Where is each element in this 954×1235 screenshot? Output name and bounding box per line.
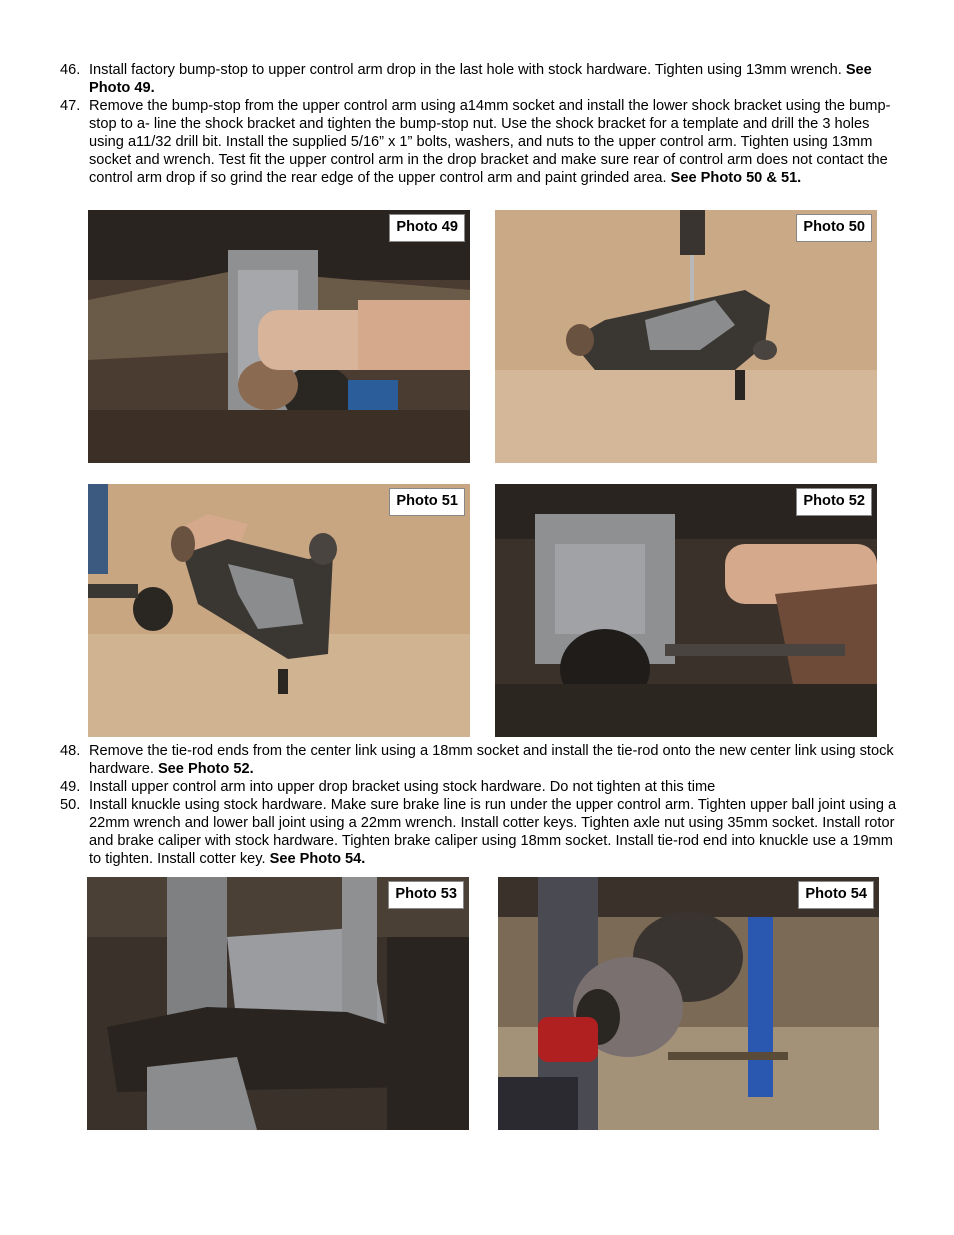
photo-54 bbox=[498, 877, 879, 1130]
step-text: Install factory bump-stop to upper control arm drop in the last hole with stock hardware. Tighten using 13mm wrench. bbox=[89, 62, 846, 78]
photo-reference: See Photo 52. bbox=[157, 761, 254, 777]
step-47 bbox=[0, 97, 954, 187]
photo-label: Photo 49 bbox=[389, 214, 465, 242]
photo-label: Photo 52 bbox=[796, 488, 872, 516]
photo-54-image bbox=[498, 877, 879, 1130]
photo-label: Photo 54 bbox=[798, 881, 874, 909]
step-text: Remove the tie-rod ends from the center link using a 18mm socket and install the tie-rod onto the new center link using stock hardware. bbox=[89, 743, 894, 777]
step-number: 50. bbox=[60, 797, 81, 813]
photo-49-image bbox=[88, 210, 470, 463]
step-number: 49. bbox=[60, 779, 81, 795]
step-number: 48. bbox=[60, 743, 81, 759]
step-text: Remove the bump-stop from the upper control arm using a14mm socket and install the lower shock bracket using the bump-stop to a- line the shock bracket and tighten the bump-stop nut. Use the shock bracket for a template and drill the 3 holes using a11/32 drill bit. Install the supplied 5/16” x 1” bolts, washers, and nuts to the upper control arm. Tighten using 13mm socket and wrench. Test fit the upper control arm in the drop bracket and make sure rear of control arm does not contact the control arm drop if so grind the rear edge of the upper control arm and paint grinded area. bbox=[89, 98, 891, 186]
photo-label: Photo 50 bbox=[796, 214, 872, 242]
step-number: 46. bbox=[60, 62, 81, 78]
photo-51-image bbox=[88, 484, 470, 737]
photo-53 bbox=[87, 877, 469, 1130]
step-number: 47. bbox=[60, 98, 81, 114]
photo-50-image bbox=[495, 210, 877, 463]
step-50 bbox=[0, 796, 954, 868]
step-48 bbox=[0, 742, 954, 778]
step-46 bbox=[0, 61, 954, 97]
photo-52 bbox=[495, 484, 877, 737]
photo-label: Photo 53 bbox=[388, 881, 464, 909]
photo-51 bbox=[88, 484, 470, 737]
photo-reference: See Photo 50 & 51. bbox=[670, 170, 802, 186]
photo-53-image bbox=[87, 877, 469, 1130]
step-text: Install knuckle using stock hardware. Make sure brake line is run under the upper control arm. Tighten upper ball joint using a 22mm wrench and lower ball joint using a 22mm wrench. Install cotter keys. Tighten axle nut using 35mm socket. Install rotor and brake caliper with stock hardware. Tighten brake caliper using 18mm socket. Install tie-rod end into knuckle use a 19mm to tighten. Install cotter key. bbox=[89, 797, 897, 867]
step-text: Install upper control arm into upper drop bracket using stock hardware. Do not tighten at this time bbox=[89, 779, 716, 795]
photo-50 bbox=[495, 210, 877, 463]
photo-label: Photo 51 bbox=[389, 488, 465, 516]
photo-reference: See Photo 49. bbox=[89, 62, 872, 96]
steps-top bbox=[0, 61, 954, 187]
photo-49 bbox=[88, 210, 470, 463]
photo-52-image bbox=[495, 484, 877, 737]
photo-reference: See Photo 54. bbox=[269, 851, 366, 867]
steps-middle bbox=[0, 742, 954, 868]
step-49 bbox=[0, 778, 954, 796]
